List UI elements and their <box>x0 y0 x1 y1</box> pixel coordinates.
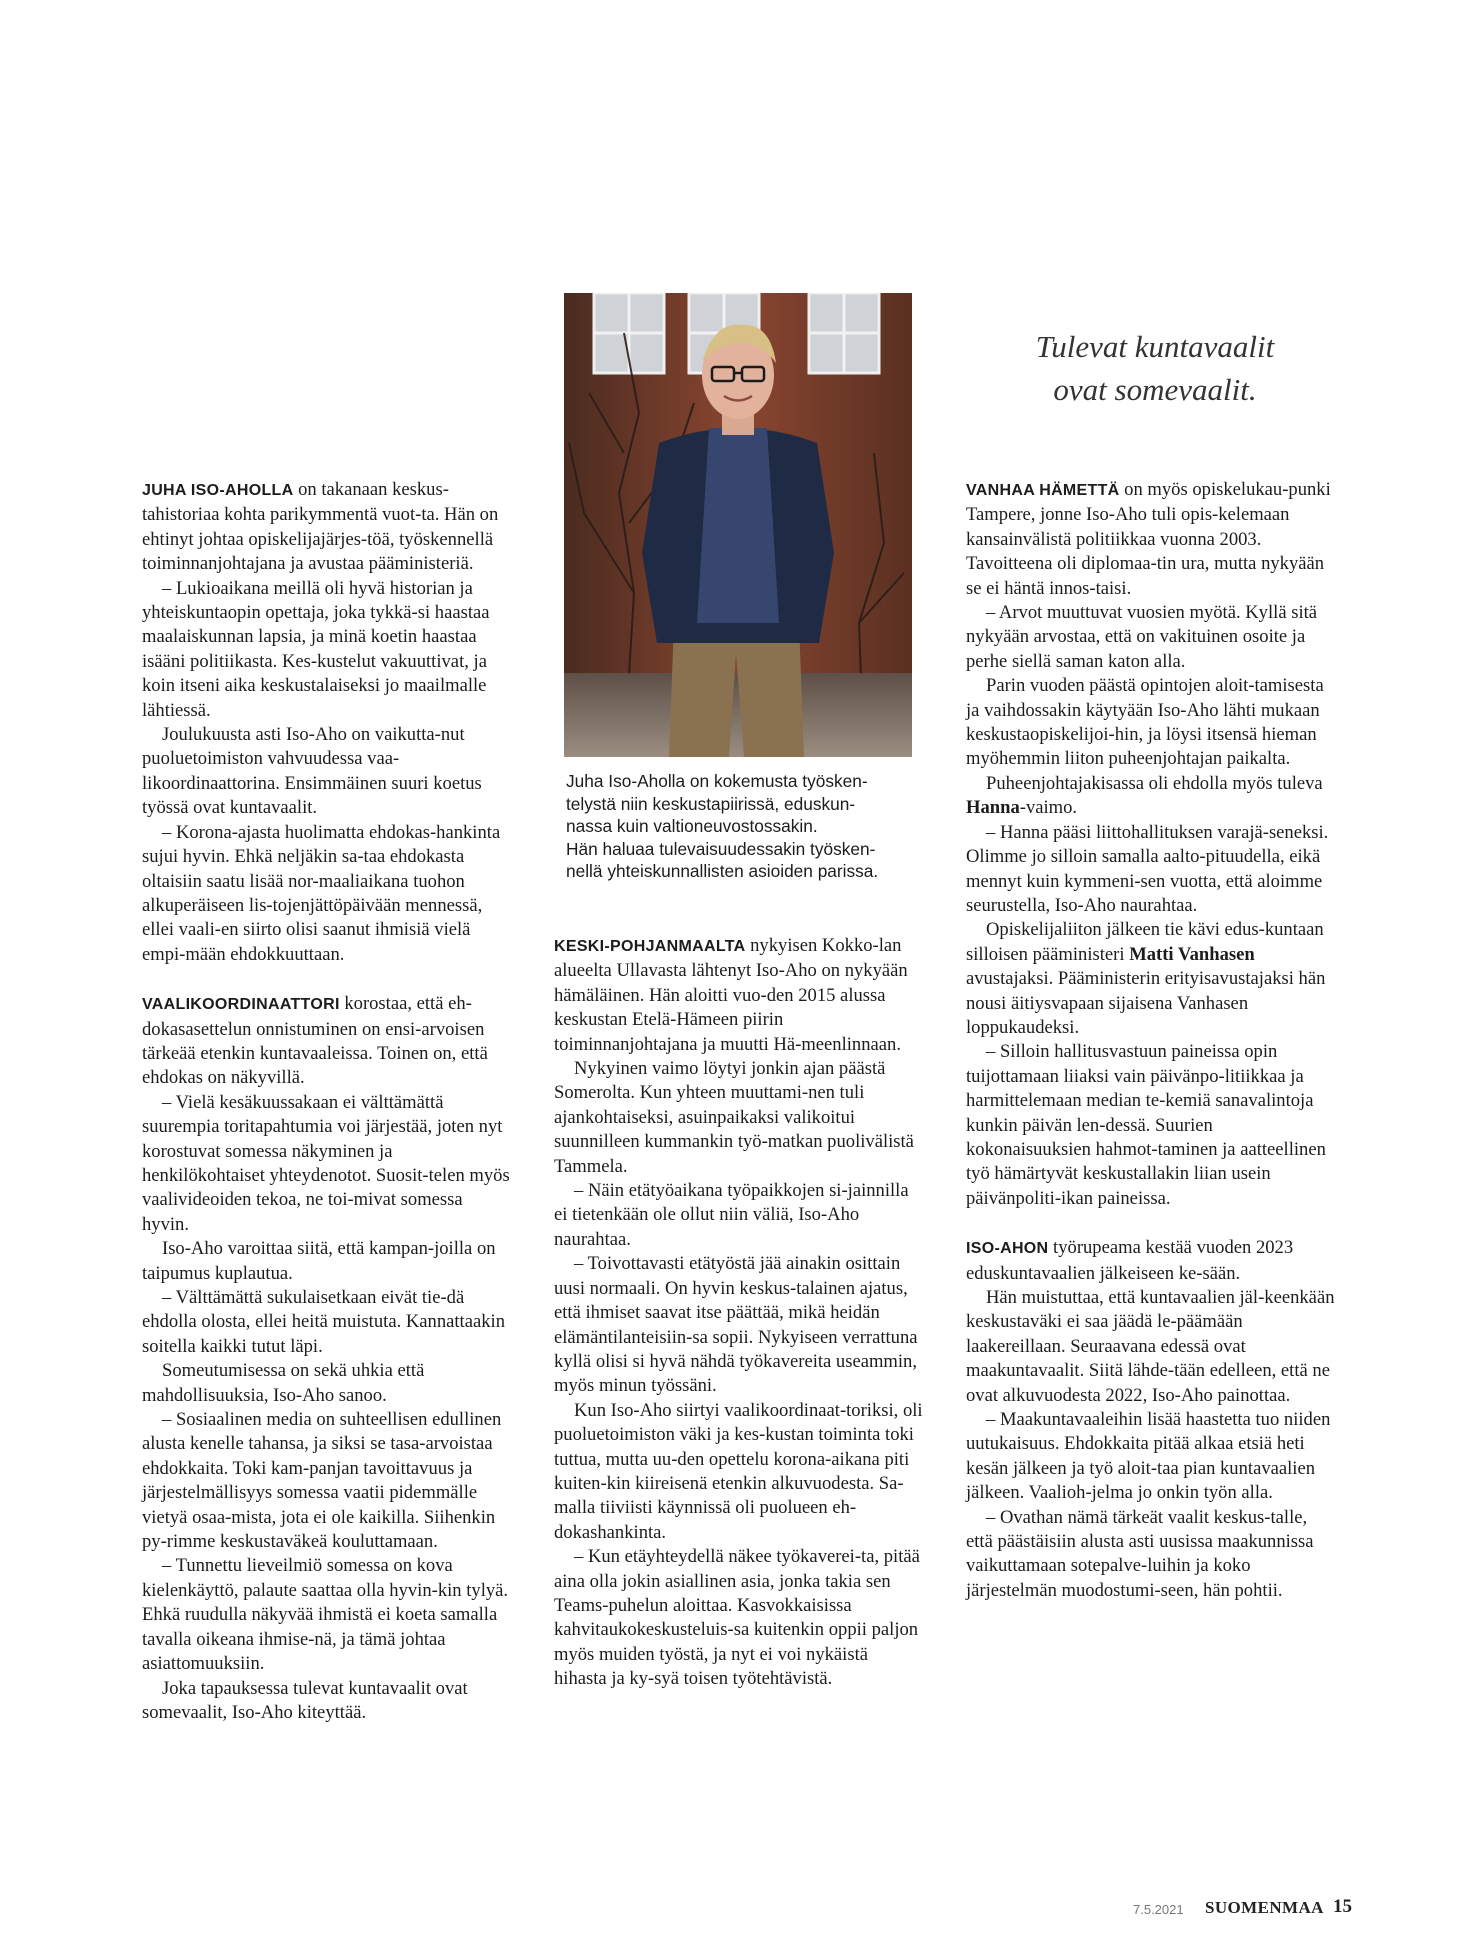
paragraph <box>142 992 512 1091</box>
lead-in: ISO-AHON <box>966 1240 1049 1258</box>
paragraph-text: -vaimo. <box>1019 797 1078 819</box>
caption-line: nellä yhteiskunnallisten asioiden parissa. <box>566 861 879 882</box>
paragraph: – Arvot muuttuvat vuosien myötä. Kyllä sitä nykyään arvostaa, että on vakituinen osoite ja perhe siellä saman katon alla. <box>966 602 1318 672</box>
bold-name: Matti Vanhasen <box>1129 943 1255 965</box>
paragraph: Parin vuoden päästä opintojen aloit-tamisesta ja vaihdossakin käytyään Iso-Aho lähti mukaan keskustaopiskelijoi-hin, ja löysi itsensä hieman myöhemmin liiton puheenjohtajan paikalta. <box>966 675 1324 770</box>
paragraph: Kun Iso-Aho siirtyi vaalikoordinaat-toriksi, oli puoluetoimiston väki ja kes-kustan toiminta toki tuttua, mutta uu-den opettelu korona-aikana piti kuiten-kin kiireisenä etenkin alkuvuodesta. Sa-malla tiiviisti käynnissä oli puolueen eh-dokashankinta. <box>554 1399 923 1543</box>
paragraph <box>554 934 924 1057</box>
paragraph: Iso-Aho varoittaa siitä, että kampan-joilla on taipumus kuplautua. <box>142 1238 496 1284</box>
article-column-1 <box>142 478 512 1725</box>
paragraph-text: Opiskelijaliiton jälkeen tie kävi edus-kuntaan silloisen pääministeri <box>966 919 1324 965</box>
paragraph: – Silloin hallitusvastuun paineissa opin tuijottamaan liiaksi vain päivänpo-litiikkaa ja harmittelemaan median te-kemiä sanavalintoja kunkin päivän len-dessä. Suurien kokonaisuuksien hahmot-taminen ja aatteellinen työ hämärtyvät keskustallakin liian usein päivänpoliti-ikan paineissa. <box>966 1041 1326 1209</box>
lead-in: VAALIKOORDINAATTORI <box>142 996 340 1014</box>
paragraph: – Lukioaikana meillä oli hyvä historian ja yhteiskuntaopin opettaja, joka tykkä-si haastaa maalaiskunnan lapsia, ja minä koetin haastaa isääni politiikasta. Kes-kustelut vakuuttivat, ja koin itseni aika keskustalaiseksi jo maailmalle lähtiessä. <box>142 577 490 721</box>
paragraph <box>966 772 1336 821</box>
paragraph: – Maakuntavaaleihin lisää haastetta tuo niiden uutukaisuus. Ehdokkaita pitää alkaa etsiä heti kesän jälkeen ja työ aloit-taa pian kuntavaalien jälkeen. Vaalioh-jelma jo onkin työn alla. <box>966 1409 1331 1504</box>
paragraph-text: korostaa, että eh-dokasasettelun onnistuminen on ensi-arvoisen tärkeää etenkin kuntavaaleissa. Toinen on, että ehdokas on näkyvillä. <box>142 993 488 1089</box>
caption-line: nassa kuin valtioneuvostossakin. <box>566 816 818 837</box>
paragraph-text: työrupeama kestää vuoden 2023 eduskuntavaalien jälkeiseen ke-sään. <box>966 1237 1294 1284</box>
pull-quote-line: Tulevat kuntavaalit <box>1035 329 1275 364</box>
paragraph: – Hanna pääsi liittohallituksen varajä-seneksi. Olimme jo silloin samalla aalto-pituudella, eikä mennyt kuin kymmeni-sen vuotta, että aloimme seurustella, Iso-Aho naurahtaa. <box>966 821 1329 916</box>
bold-name: Hanna <box>966 797 1020 819</box>
caption-line: Hän haluaa tulevaisuudessakin työsken- <box>566 838 876 859</box>
paragraph: – Kun etäyhteydellä näkee työkaverei-ta, pitää aina olla jokin asiallinen asia, jonka takia sen Teams-puhelun aloittaa. Kasvokkaisissa kahvitaukokeskusteluis-sa kuitenkin oppii paljon myös muiden työstä, ja nyt ei voi nykäistä hihasta ja ky-syä toisen työtehtävistä. <box>554 1546 920 1690</box>
paragraph-text: Puheenjohtajakisassa oli ehdolla myös tuleva <box>986 772 1323 794</box>
paragraph-text: on myös opiskelukau-punki Tampere, jonne Iso-Aho tuli opis-kelemaan kansainvälistä politiikkaa vuonna 2003. Tavoitteena oli diplomaa-tin ura, mutta nykyään se ei häntä innos-taisi. <box>966 479 1331 599</box>
magazine-name: SUOMENMAA <box>1205 1898 1324 1917</box>
caption-line: Juha Iso-Aholla on kokemusta työsken- <box>566 771 868 791</box>
paragraph <box>966 918 1336 1040</box>
paragraph-text: on takanaan keskus-tahistoriaa kohta parikymmentä vuot-ta. Hän on ehtinyt johtaa opiskelijajärjes-töä, työskennellä toiminnanjohtajana ja avustaa pääministeriä. <box>142 479 499 575</box>
page-footer <box>1100 1895 1350 1925</box>
paragraph: – Toivottavasti etätyöstä jää ainakin osittain uusi normaali. On hyvin keskus-talainen ajatus, että ihmiset saavat itse päättää, mikä heidän elämäntilanteisiin-sa sopii. Nykyiseen verrattuna kyllä olisi si hyvä nähdä työkavereita useammin, myös minun työssäni. <box>554 1253 918 1397</box>
paragraph: – Tunnettu lieveilmiö somessa on kova kielenkäyttö, palaute saattaa olla hyvin-kin tylyä. Ehkä ruudulla näkyvää ihmistä ei koeta samalla tavalla oikeana ihmise-nä, ja tämä johtaa asiattomuuksiin. <box>142 1555 509 1675</box>
lead-in: JUHA ISO-AHOLLA <box>142 482 294 499</box>
portrait-illustration <box>564 293 912 757</box>
paragraph <box>142 478 512 577</box>
paragraph: – Välttämättä sukulaisetkaan eivät tie-dä ehdolla olosta, ellei heitä muistuta. Kannattaakin soitella kaikki tutut läpi. <box>142 1287 505 1357</box>
article-column-2 <box>554 934 924 1692</box>
paragraph <box>966 478 1336 601</box>
portrait-photo <box>564 293 912 757</box>
paragraph: – Sosiaalinen media on suhteellisen edullinen alusta kenelle tahansa, ja siksi se tasa-arvoistaa ehdokkaita. Toki kam-panjan tavoittavuus ja järjestelmällisyys somessa vaatii pidemmälle vietyä osaa-mista, jota ei ole kaikilla. Siihenkin py-rimme keskustaväkeä kouluttamaan. <box>142 1409 502 1553</box>
lead-in: VANHAA HÄMETTÄ <box>966 482 1120 499</box>
paragraph: Hän muistuttaa, että kuntavaalien jäl-keenkään keskustaväki ei saa jäädä le-päämään laakereillaan. Seuraavana edessä ovat maakuntavaalit. Siitä lähde-tään edelleen, että ne ovat alkuvuodesta 2022, Iso-Aho painottaa. <box>966 1287 1335 1406</box>
page-number: 15 <box>1333 1896 1352 1917</box>
paragraph: Nykyinen vaimo löytyi jonkin ajan päästä Somerolta. Kun yhteen muuttami-nen tuli ajankohtaiseksi, asuinpaikaksi valikoitui suunnilleen kummankin työ-matkan puolivälistä Tammela. <box>554 1058 914 1177</box>
paragraph <box>966 1236 1336 1286</box>
pull-quote <box>960 325 1350 411</box>
article-column-3 <box>966 478 1336 1603</box>
paragraph: – Vielä kesäkuussakaan ei välttämättä suurempia toritapahtumia voi järjestää, joten nyt korostuvat somessa näkyminen ja henkilökohtaiset yhteydenotot. Suosit-telen myös vaalivideoiden tekoa, ne toi-mivat somessa hyvin. <box>142 1091 510 1235</box>
paragraph-text: nykyisen Kokko-lan alueelta Ullavasta lähtenyt Iso-Aho on nykyään hämäläinen. Hän aloitti vuo-den 2015 alussa keskustan Etelä-Hämeen piirin toiminnanjohtajana ja muutti Hä-meenlinnaan. <box>554 935 908 1055</box>
pull-quote-line: ovat somevaalit. <box>1053 372 1257 407</box>
paragraph: Joka tapauksessa tulevat kuntavaalit ovat somevaalit, Iso-Aho kiteyttää. <box>142 1677 468 1723</box>
paragraph: – Ovathan nämä tärkeät vaalit keskus-talle, että päästäisiin alusta asti uusissa maakunnissa vaikuttamaan sotepalve-luihin ja koko järjestelmän muodostumi-seen, hän pohtii. <box>966 1506 1314 1601</box>
paragraph: Someutumisessa on sekä uhkia että mahdollisuuksia, Iso-Aho sanoo. <box>142 1360 425 1406</box>
paragraph: – Korona-ajasta huolimatta ehdokas-hankinta sujui hyvin. Ehkä neljäkin sa-taa ehdokasta oltaisiin saatu lisää nor-maaliaikana tuohon alkuperäiseen lis-tojenjättöpäivään mennessä, ellei vaali-en siirto olisi saanut ihmisiä vielä empi-mään ehdokkuuttaan. <box>142 821 501 965</box>
paragraph: – Näin etätyöaikana työpaikkojen si-jainnilla ei tietenkään ole ollut niin väliä, Iso-Aho naurahtaa. <box>554 1180 909 1250</box>
photo-caption <box>566 770 926 883</box>
paragraph-text: avustajaksi. Pääministerin erityisavustajaksi hän nousi äitiysvapaan sijaisena Vanhasen loppukaudeksi. <box>966 968 1326 1038</box>
issue-date: 7.5.2021 <box>1133 1902 1184 1917</box>
paragraph: Joulukuusta asti Iso-Aho on vaikutta-nut puoluetoimiston vahvuudessa vaa-likoordinaattorina. Ensimmäinen suuri koetus työssä ovat kuntavaalit. <box>142 724 482 819</box>
caption-line: telystä niin keskustapiirissä, eduskun- <box>566 793 856 814</box>
lead-in: KESKI-POHJANMAALTA <box>554 938 746 955</box>
